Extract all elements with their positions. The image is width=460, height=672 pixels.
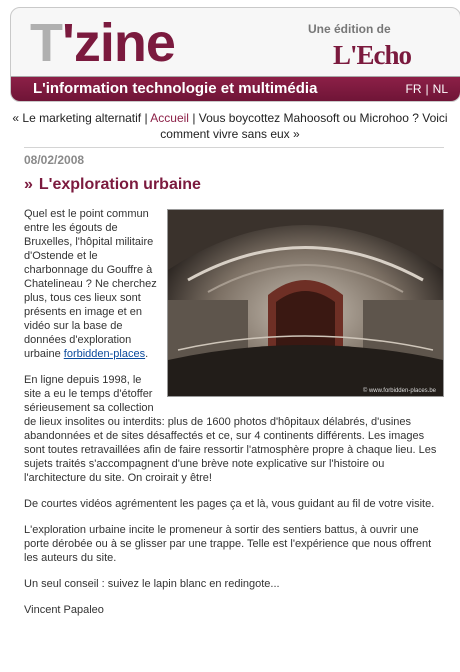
lang-nl-link[interactable]: NL xyxy=(432,82,448,96)
article-title xyxy=(24,176,201,194)
paragraph-4: L'exploration urbaine incite le promeneur à sortir des sentiers battus, à ouvrir une porte dérobée ou à se glisser par une trappe. Telle est l'expérience que nous offrent les auteurs du site. xyxy=(24,524,432,564)
language-switcher xyxy=(406,82,448,96)
forbidden-places-link[interactable]: forbidden-places xyxy=(63,348,146,360)
tagline: L'information technologie et multimédia xyxy=(33,80,318,97)
logo-letter-t: T xyxy=(30,13,62,73)
logo-word-zine: 'zine xyxy=(62,13,175,73)
chevron-icon: » xyxy=(24,176,33,193)
tzine-logo[interactable] xyxy=(30,13,175,73)
article-body xyxy=(24,207,444,629)
photo-credit: © www.forbidden-places.be xyxy=(362,388,436,394)
divider xyxy=(24,147,444,148)
home-link[interactable]: Accueil xyxy=(150,111,189,125)
paragraph-5: Un seul conseil : suivez le lapin blanc en redingote... xyxy=(24,578,280,590)
lang-separator: | xyxy=(425,82,429,96)
nav-separator: | xyxy=(144,111,148,125)
paragraph-3: De courtes vidéos agrémentent les pages ça et là, vous guidant au fil de votre visite. xyxy=(24,498,435,510)
article-date: 08/02/2008 xyxy=(24,153,85,167)
previous-article-link[interactable]: « Le marketing alternatif xyxy=(12,111,142,125)
header-band xyxy=(11,76,460,102)
paragraph-1-text: Quel est le point commun entre les égouts de Bruxelles, l'hôpital militaire d'Ostende et le charbonnage du Gouffre à Chatelineau ? Ne cherchez plus, tous ces lieux sont présents en image et en vidéo sur la base de données d'exploration urbaine xyxy=(24,208,157,360)
article-title-text: L'exploration urbaine xyxy=(38,176,201,193)
next-article-link[interactable]: Vous boycottez Mahoosoft ou Microhoo ? Voici comment vivre sans eux » xyxy=(160,111,448,141)
edition-label: Une édition de xyxy=(308,22,391,36)
lecho-logo[interactable]: L'Echo xyxy=(333,40,412,70)
nav-separator: | xyxy=(192,111,196,125)
paragraph-2: En ligne depuis 1998, le site a eu le temps d'étoffer sérieusement sa collection de lieux insolites ou interdits: plus de 1600 photos d'hôpitaux délabrés, d'usines abandonnées et de sites désaffectés et ce, sur 4 continents différents. Les images sont toutes retravaillées afin de faire ressortir l'atmosphère propre à chaque lieu. Les sujets traités s'accompagnent d'une brève note explicative sur l'histoire ou l'architecture du site. On croirait y être! xyxy=(24,374,437,484)
theater-photo-illustration xyxy=(168,210,443,396)
article-navigation xyxy=(0,110,460,142)
lang-fr-link[interactable]: FR xyxy=(405,82,422,96)
article-author: Vincent Papaleo xyxy=(24,604,104,616)
article-photo xyxy=(167,209,444,397)
site-header xyxy=(10,7,460,102)
paragraph-1-end: . xyxy=(145,348,149,360)
